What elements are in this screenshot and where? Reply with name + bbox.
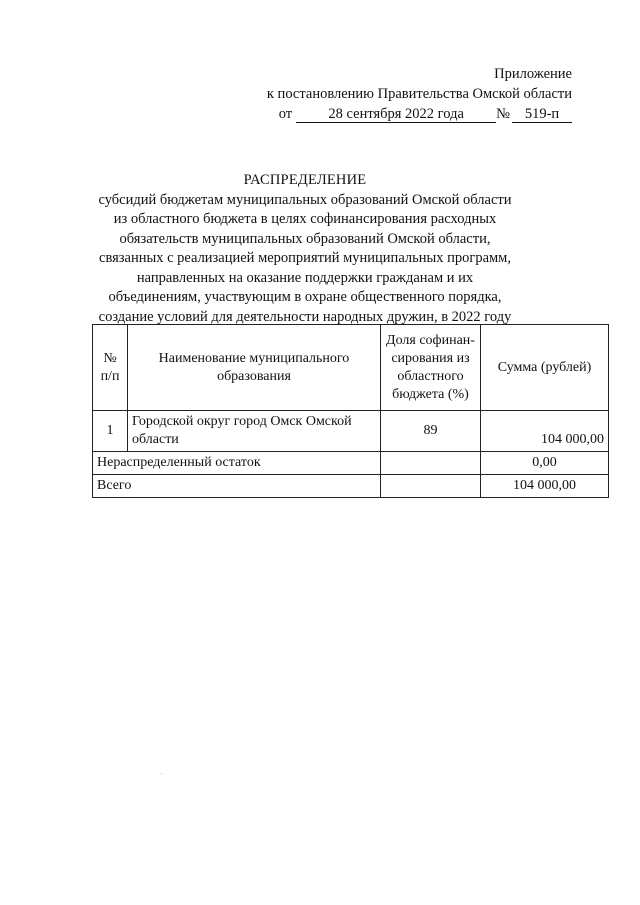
number-label: № — [496, 106, 510, 122]
row-sum: 104 000,00 — [481, 411, 609, 452]
resolution-date: 28 сентября 2022 года — [296, 106, 496, 123]
unallocated-row — [93, 452, 609, 475]
appendix-resolution: к постановлению Правительства Омской области — [266, 86, 572, 102]
unallocated-sum: 0,00 — [481, 452, 609, 475]
unallocated-share-empty — [381, 452, 481, 475]
row-share: 89 — [381, 411, 481, 452]
from-label: от — [278, 106, 293, 122]
total-share-empty — [381, 475, 481, 498]
resolution-number: 519-п — [512, 106, 572, 123]
row-num: 1 — [93, 411, 128, 452]
title-description: субсидий бюджетам муниципальных образований Омской области из областного бюджета в целях софинансирования расходных обязательств муниципальных образований Омской области, связанных с реализацией мероприятий муниципальных программ, направленных на оказание поддержки гражданам и их объединениям, участвующим в охране общественного порядка, создание условий для деятельности народных дружин, в 2022 году — [98, 191, 512, 325]
row-name: Городской округ город Омск Омской области — [128, 411, 381, 452]
header-num: № п/п — [93, 325, 128, 411]
document-title — [92, 171, 518, 327]
appendix-header — [242, 64, 572, 124]
total-sum: 104 000,00 — [481, 475, 609, 498]
appendix-date-line — [242, 104, 572, 124]
header-share: Доля софинан-сирования из областного бюджета (%) — [381, 325, 481, 411]
appendix-label: Приложение — [494, 66, 572, 82]
distribution-table — [92, 324, 609, 498]
total-label: Всего — [93, 475, 381, 498]
header-name: Наименование муниципального образования — [128, 325, 381, 411]
table-row — [93, 411, 609, 452]
total-row — [93, 475, 609, 498]
header-sum: Сумма (рублей) — [481, 325, 609, 411]
scan-speck — [161, 773, 162, 774]
title-heading: РАСПРЕДЕЛЕНИЕ — [243, 172, 367, 188]
table-header-row — [93, 325, 609, 411]
unallocated-label: Нераспределенный остаток — [93, 452, 381, 475]
